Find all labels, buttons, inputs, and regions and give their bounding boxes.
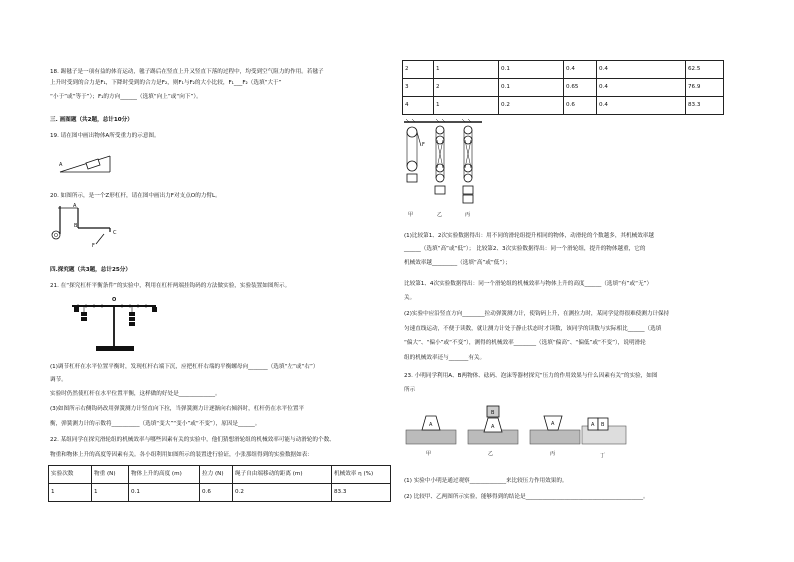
fig20-label-f: F [92, 243, 95, 249]
q19-text: 19. 请在图中画出物体A所受重力的示意图。 [50, 133, 160, 139]
q22-analysis-3c: “偏大”、“偏小”或“不变”），测得的机械效率________（选填“偏高”、“偏低”或“不变”），说明滑轮 [404, 340, 646, 346]
table-cell: 0.4 [597, 97, 686, 115]
fig21-lever-diagram [70, 294, 160, 356]
table-header-cell: 绳子自由端移动的距离 (m) [233, 466, 332, 484]
q22-analysis-2a: 比较第1、4次实验数据得出：同一个滑轮组的机械效率与物体上升的高度______（选填“有”或“无”） [404, 281, 653, 287]
table-row [49, 484, 391, 502]
pulley-label-yi: 乙 [437, 212, 443, 218]
fig19-label-a: A [59, 162, 63, 168]
fig23-label-yi: 乙 [488, 451, 494, 457]
fig23-label-bing: 丙 [550, 451, 556, 457]
table-cell: 0.65 [564, 79, 597, 97]
table-row [403, 61, 724, 79]
q21-sub1: (1)调节杠杆在水平位置平衡时，发现杠杆右端下沉，应把杠杆右端的平衡螺母向_______（选填“左”或“右”） [50, 364, 319, 370]
table-cell: 0.1 [499, 79, 564, 97]
fig19-incline-diagram [58, 148, 118, 176]
q22-line1: 22. 某组同学在探究滑轮组的机械效率与哪些因素有关的实验中，他们猜想滑轮组的机械效率可能与动滑轮的个数、 [50, 437, 335, 443]
pulley-system-diagram [400, 116, 490, 226]
table-cell: 1 [92, 484, 129, 502]
section-3-title: 三. 画图题（共2题，总计10分） [50, 117, 133, 123]
table-cell: 0.2 [233, 484, 332, 502]
q22-analysis-1b: ______（选填“高”或“低”）； 比较第2、3次实验数据得出：同一个滑轮组，提升的物体越重，它的 [404, 246, 646, 252]
experiment-table-left [48, 465, 391, 502]
q22-analysis-3a: (2)实验中应沿竖直方向________拉动弹簧测力计，使钩码上升，在测拉力时，某同学觉得很难使测力计保持 [404, 311, 670, 317]
pulley-label-jia: 甲 [408, 212, 414, 218]
q18-line2: 上升时受到的合力是F₁，下降时受到的合力是F₂，则F₁与F₂的大小比较，F₁___F₂（选填“大于” [50, 80, 282, 86]
q22-analysis-2b: 关。 [404, 295, 416, 301]
table-cell: 0.6 [564, 97, 597, 115]
table-cell: 0.4 [597, 61, 686, 79]
table-cell: 0.1 [499, 61, 564, 79]
fig23-label-jia: 甲 [426, 451, 432, 457]
q18-line1: 18. 踢毽子是一项有益的体育运动，毽子踢后在竖直上升又竖直下落的过程中，均受到空气阻力的作用。若毽子 [50, 69, 324, 75]
q20-text: 20. 如图所示，是一个Z形杠杆，请在图中画出力F对支点O的力臂L。 [50, 193, 221, 199]
block-label-a-2: A [491, 424, 495, 430]
section-4-title: 四.探究题（共3题，总计25分） [50, 267, 131, 273]
table-row [403, 97, 724, 115]
table-cell: 83.3 [332, 484, 391, 502]
fig20-z-lever-diagram [48, 204, 128, 248]
pulley-label-bing: 丙 [465, 212, 471, 218]
table-header-cell: 实验次数 [49, 466, 92, 484]
table-header-row [49, 466, 391, 484]
block-label-a-4: A [591, 422, 595, 428]
q22-analysis-1c: 机械效率越_________（选填“高”或“低”）； [404, 260, 511, 266]
q22-analysis-1a: (1)比较第1、2次实验数据得出：用不同的滑轮组提升相同的物体，动滑轮的个数越多，其机械效率越 [404, 233, 654, 239]
pressure-experiment-diagram [404, 400, 634, 462]
fig23-label-ding: 丁 [600, 453, 606, 459]
table-cell: 0.4 [597, 79, 686, 97]
q22-line2: 物重和物体上升的高度等因素有关。各小组利用如图所示的装置进行验证，小张那组得到的实验数据如表： [50, 452, 313, 458]
table-cell: 62.5 [686, 61, 724, 79]
q21-text: 21. 在“探究杠杆平衡条件”的实验中，利用在杠杆两端挂钩码的方法做实验，实验装置如图所示。 [50, 283, 291, 289]
table-cell: 0.4 [564, 61, 597, 79]
q23-sub1: (1) 实验中小明是通过观察_____________来比较压力作用效果的。 [404, 478, 568, 484]
table-header-cell: 机械效率 η (%) [332, 466, 391, 484]
q22-analysis-3b: 匀速直线运动，不便于读数，就让测力计处于静止状态时才读数，该同学的读数与实际相比______（选填 [404, 326, 662, 332]
block-label-b-2: B [601, 422, 605, 428]
pulley-force-label: F [422, 142, 425, 148]
q21-sub3b: 衡，弹簧测力计的示数将__________（选填“变大”“变小”或“不变”），原因是______。 [50, 421, 261, 427]
fig20-label-c: C [113, 230, 117, 236]
table-cell: 0.1 [129, 484, 200, 502]
table-cell: 1 [434, 97, 499, 115]
table-header-cell: 物重 (N) [92, 466, 129, 484]
table-cell: 4 [403, 97, 434, 115]
table-cell: 1 [49, 484, 92, 502]
table-cell: 3 [403, 79, 434, 97]
experiment-table-right [402, 60, 724, 115]
q21-sub3a: (3)如图所示右侧钩码改用弹簧测力计竖直向下拉，当弹簧测力计逐渐向右倾斜时，杠杆仍在水平位置平 [50, 406, 305, 412]
table-row [403, 79, 724, 97]
table-header-cell: 拉力 (N) [200, 466, 233, 484]
q21-sub1-cont: 调节。 [50, 377, 67, 383]
fig21-label-o: O [112, 297, 117, 303]
table-header-cell: 物体上升的高度 (m) [129, 466, 200, 484]
table-cell: 0.2 [499, 97, 564, 115]
fig20-label-a: A [73, 203, 77, 209]
fig20-label-b: B [74, 223, 78, 229]
block-label-b-1: B [491, 410, 495, 416]
table-cell: 76.9 [686, 79, 724, 97]
q23-text-a: 23. 小明同学利用A、B两物体、砝码、泡沫等器材探究“压力的作用效果与什么因素有关”的实验，如图 [404, 373, 658, 379]
table-cell: 0.6 [200, 484, 233, 502]
table-cell: 2 [434, 79, 499, 97]
q18-line3: “小于”或“等于”）；F₁的方向______（选填“向上”或“向下”）。 [50, 94, 202, 100]
q21-sub2: 实验时仍然使杠杆在水平位置平衡，这样做的好处是_____________。 [50, 391, 221, 397]
block-label-a-3: A [551, 421, 555, 427]
q23-sub2: (2) 比较甲、乙两图所示实验，能够得到的结论是__________________________________________。 [404, 494, 649, 500]
q22-analysis-3d: 组的机械效率还与_______有关。 [404, 355, 486, 361]
q23-text-b: 所示 [404, 387, 416, 393]
table-cell: 83.3 [686, 97, 724, 115]
block-label-a-1: A [429, 422, 433, 428]
table-cell: 1 [434, 61, 499, 79]
table-cell: 2 [403, 61, 434, 79]
fig20-label-o: O [54, 233, 58, 239]
